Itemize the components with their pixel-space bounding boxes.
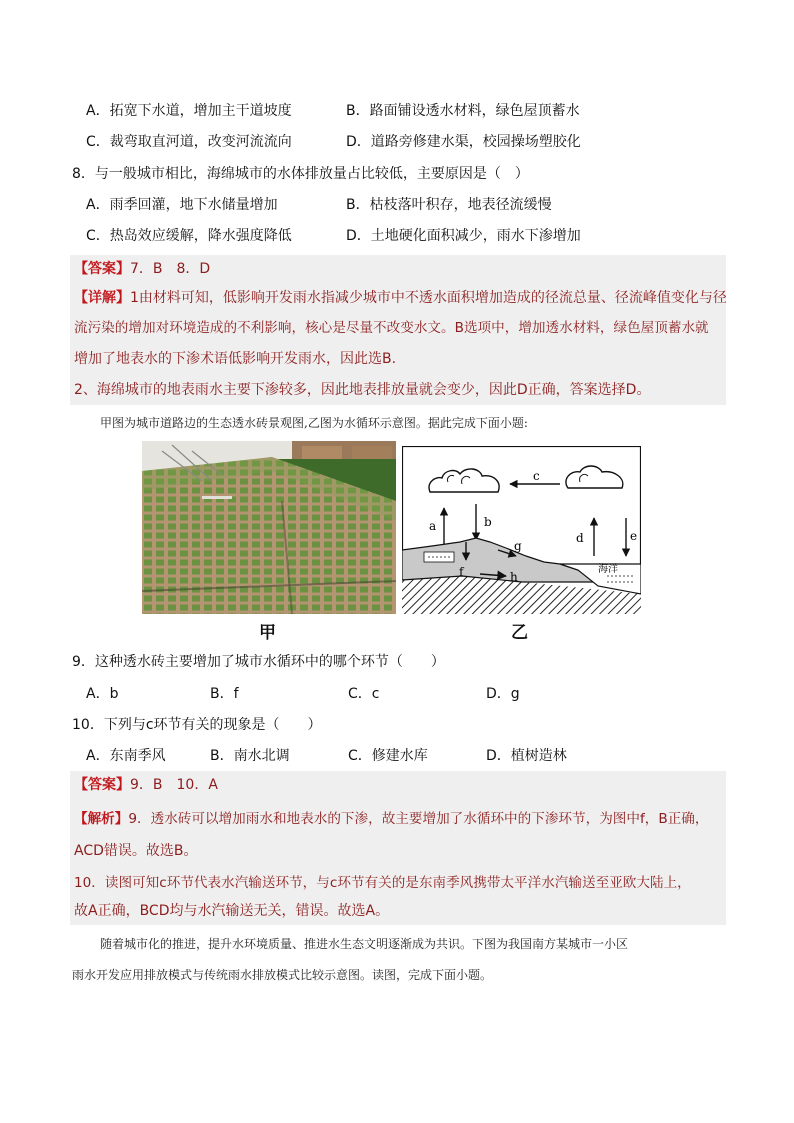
permeable-brick-photo [142, 441, 396, 614]
answer-text: 7．B 8．D [130, 261, 211, 277]
answer2-line [74, 775, 218, 795]
detail-line-3: 增加了地表水的下渗术语低影响开发雨水，因此选B. [74, 351, 397, 367]
intro2-line-1: 随着城市化的推进，提升水环境质量、推进水生态文明逐渐成为共识。下图为我国南方某城市一小区 [100, 937, 629, 951]
q9-option-b: B．f [210, 686, 239, 702]
detail-line-2: 流污染的增加对环境造成的不利影响，核心是尽量不改变水文。B选项中，增加透水材料，绿色屋顶蓄水就 [74, 320, 709, 336]
q10-option-a: A．东南季风 [86, 748, 166, 764]
analysis-text-1: 9．透水砖可以增加雨水和地表水的下渗，故主要增加了水循环中的下渗环节，为图中f，B正确， [128, 811, 709, 827]
analysis-line-4: 故A正确，BCD均与水汽输送无关，错误。故选A。 [74, 903, 390, 919]
answer-block-1 [70, 255, 726, 405]
label-c: c [533, 469, 540, 483]
q7-option-b: B．路面铺设透水材料，绿色屋顶蓄水 [346, 103, 580, 119]
q10-option-c: C．修建水库 [348, 748, 428, 764]
q9-option-a: A．b [86, 686, 119, 702]
analysis-line-2: ACD错误。故选B。 [74, 843, 198, 859]
water-cycle-diagram [402, 446, 641, 614]
detail-text-1: 1由材料可知，低影响开发雨水指减少城市中不透水面积增加造成的径流总量、径流峰值变化与径 [130, 290, 727, 306]
label-h: h [510, 570, 518, 584]
analysis-line-3: 10．读图可知c环节代表水汽输送环节，与c环节有关的是东南季风携带太平洋水汽输送至亚欧大陆上， [74, 875, 691, 891]
analysis-tag: 【解析】 [74, 811, 129, 827]
detail-tag: 【详解】 [74, 290, 130, 306]
label-e: e [630, 529, 638, 543]
label-ocean: 海洋 [598, 564, 618, 575]
answer-tag: 【答案】 [74, 261, 130, 277]
q9-stem: 9．这种透水砖主要增加了城市水循环中的哪个环节（ ） [72, 654, 445, 670]
analysis-line-1 [74, 809, 708, 829]
q10-stem: 10．下列与c环节有关的现象是（ ） [72, 717, 322, 733]
answer2-tag: 【答案】 [74, 777, 130, 793]
q7-option-a: A．拓宽下水道，增加主干道坡度 [86, 103, 292, 119]
label-g: g [514, 539, 522, 553]
q7-option-c: C．裁弯取直河道，改变河流流向 [86, 134, 292, 150]
detail-line-4: 2、海绵城市的地表雨水主要下渗较多，因此地表排放量就会变少，因此D正确，答案选择D。 [74, 382, 651, 398]
answer-block-2 [70, 771, 726, 925]
q9-option-d: D．g [486, 686, 520, 702]
q9-option-c: C．c [348, 686, 380, 702]
answer2-text: 9．B 10．A [130, 777, 218, 793]
intro2-line-2: 雨水开发应用排放模式与传统雨水排放模式比较示意图。读图，完成下面小题。 [72, 968, 493, 982]
q8-option-b: B．枯枝落叶积存，地表径流缓慢 [346, 197, 552, 213]
detail-line-1 [74, 288, 727, 308]
answer-line-1 [74, 259, 210, 279]
q8-option-a: A．雨季回灌，地下水储量增加 [86, 197, 278, 213]
label-a: a [429, 519, 437, 533]
label-d: d [576, 531, 584, 545]
q7-option-d: D．道路旁修建水渠，校园操场塑胶化 [346, 134, 581, 150]
caption-jia: 甲 [259, 623, 276, 643]
label-b: b [484, 515, 492, 529]
label-f: f [459, 565, 464, 579]
q10-option-b: B．南水北调 [210, 748, 290, 764]
q8-option-d: D．土地硬化面积减少，雨水下渗增加 [346, 228, 581, 244]
caption-yi: 乙 [511, 623, 528, 643]
intro-figure: 甲图为城市道路边的生态透水砖景观图,乙图为水循环示意图。据此完成下面小题: [100, 416, 528, 430]
q10-option-d: D．植树造林 [486, 748, 567, 764]
q8-option-c: C．热岛效应缓解，降水强度降低 [86, 228, 292, 244]
q8-stem: 8．与一般城市相比，海绵城市的水体排放量占比较低，主要原因是（ ） [72, 166, 529, 182]
